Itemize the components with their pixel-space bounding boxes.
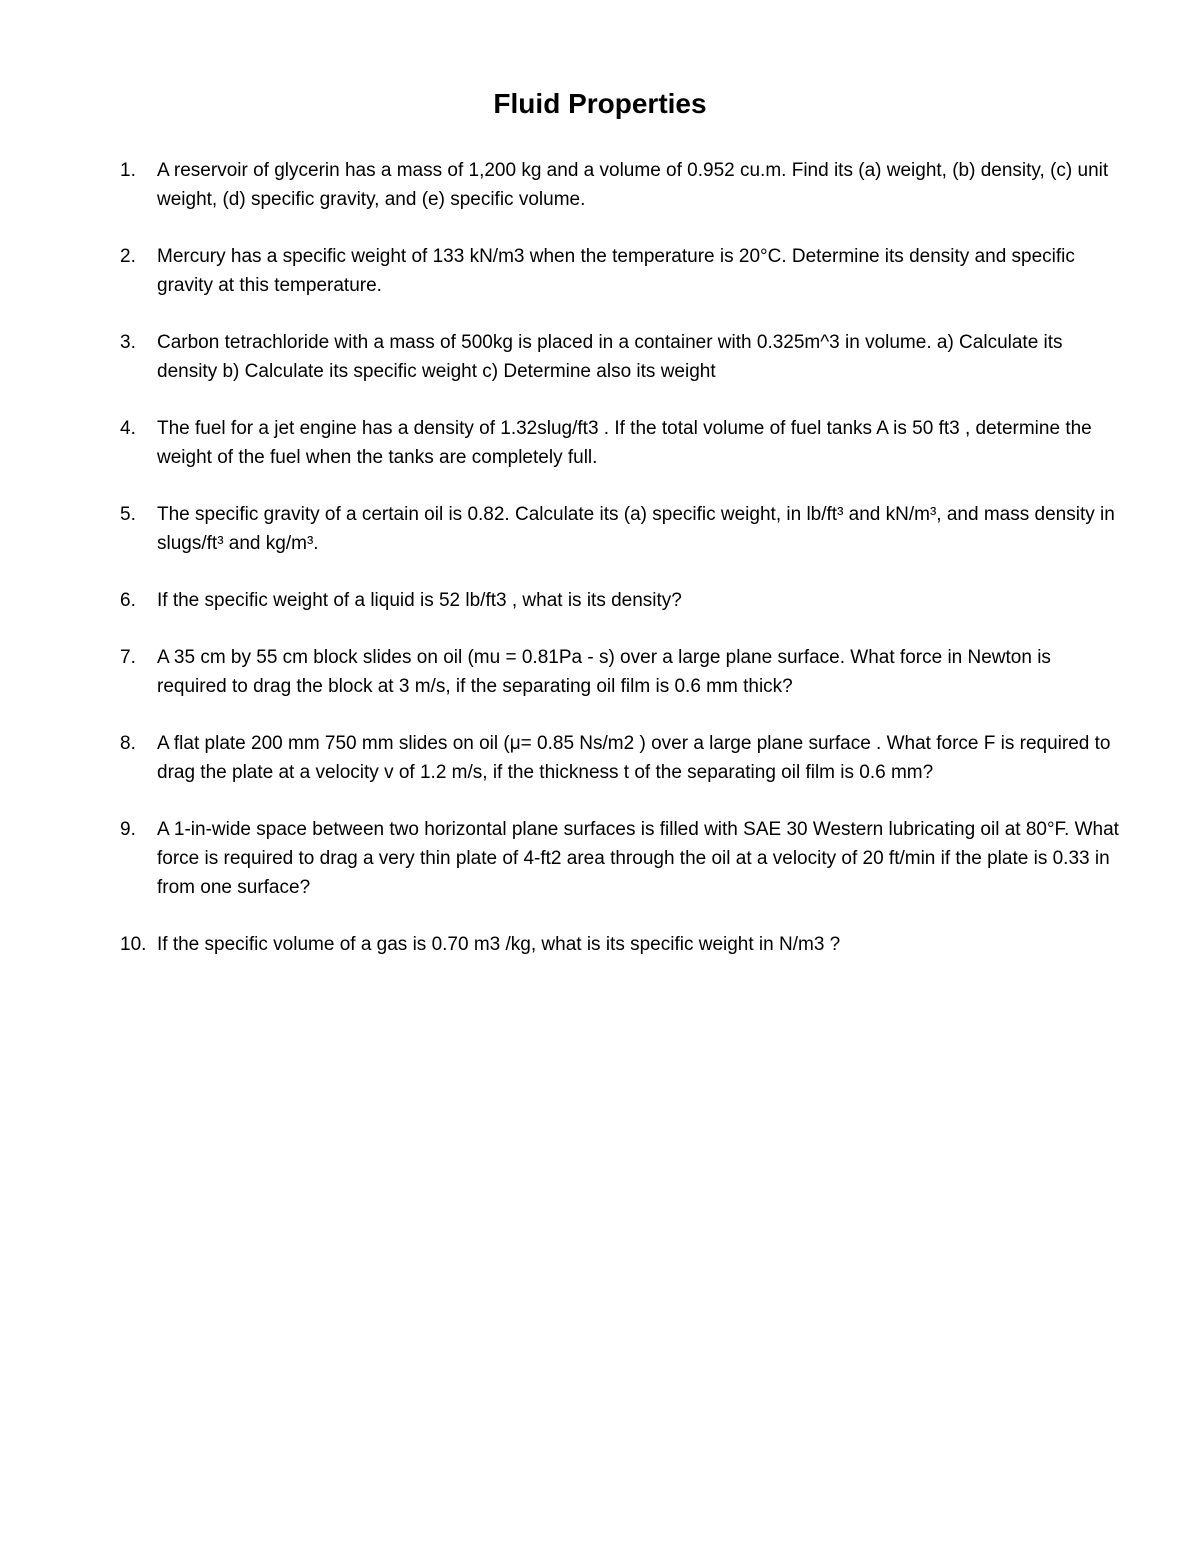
- problem-text: A flat plate 200 mm 750 mm slides on oil (μ= 0.85 Ns/m2 ) over a large plane surface . What force F is required to drag the plate at a velocity v of 1.2 m/s, if the thickness t of the separating oil film is 0.6 mm?: [157, 733, 1111, 783]
- problem-number: 6.: [120, 590, 136, 611]
- problem-item: [120, 729, 1120, 787]
- problem-number: 4.: [120, 418, 136, 439]
- problem-item: [120, 930, 1120, 959]
- problem-number: 1.: [120, 160, 136, 181]
- problem-item: [120, 643, 1120, 701]
- problem-item: [120, 500, 1120, 558]
- problem-text: A reservoir of glycerin has a mass of 1,200 kg and a volume of 0.952 cu.m. Find its (a) weight, (b) density, (c) unit weight, (d) specific gravity, and (e) specific volume.: [157, 160, 1109, 210]
- problem-text: If the specific volume of a gas is 0.70 m3 /kg, what is its specific weight in N/m3 ?: [157, 934, 841, 955]
- problem-text: Mercury has a specific weight of 133 kN/m3 when the temperature is 20°C. Determine its density and specific gravity at this temperature.: [157, 246, 1075, 296]
- problem-number: 9.: [120, 819, 136, 840]
- problem-text: If the specific weight of a liquid is 52 lb/ft3 , what is its density?: [157, 590, 682, 611]
- page-title: Fluid Properties: [493, 88, 707, 119]
- problem-item: [120, 328, 1120, 386]
- problem-number: 5.: [120, 504, 136, 525]
- problem-item: [120, 815, 1120, 902]
- problem-number: 8.: [120, 733, 136, 754]
- problem-number: 10.: [120, 934, 147, 955]
- problem-item: [120, 414, 1120, 472]
- problem-item: [120, 156, 1120, 214]
- problem-number: 3.: [120, 332, 136, 353]
- problem-text: A 35 cm by 55 cm block slides on oil (mu = 0.81Pa - s) over a large plane surface. What force in Newton is required to drag the block at 3 m/s, if the separating oil film is 0.6 mm thick?: [157, 647, 1051, 697]
- problem-item: [120, 586, 1120, 615]
- problem-text: A 1-in-wide space between two horizontal plane surfaces is filled with SAE 30 Western lubricating oil at 80°F. What force is required to drag a very thin plate of 4-ft2 area through the oil at a velocity of 20 ft/min if the plate is 0.33 in from one surface?: [157, 819, 1119, 898]
- problem-text: The fuel for a jet engine has a density of 1.32slug/ft3 . If the total volume of fuel tanks A is 50 ft3 , determine the weight of the fuel when the tanks are completely full.: [157, 418, 1092, 468]
- problem-list: [120, 156, 1120, 987]
- problem-number: 2.: [120, 246, 136, 267]
- problem-number: 7.: [120, 647, 136, 668]
- problem-item: [120, 242, 1120, 300]
- problem-text: The specific gravity of a certain oil is 0.82. Calculate its (a) specific weight, in lb/ft³ and kN/m³, and mass density in slugs/ft³ and kg/m³.: [157, 504, 1115, 554]
- problem-text: Carbon tetrachloride with a mass of 500kg is placed in a container with 0.325m^3 in volume. a) Calculate its density b) Calculate its specific weight c) Determine also its weight: [157, 332, 1063, 382]
